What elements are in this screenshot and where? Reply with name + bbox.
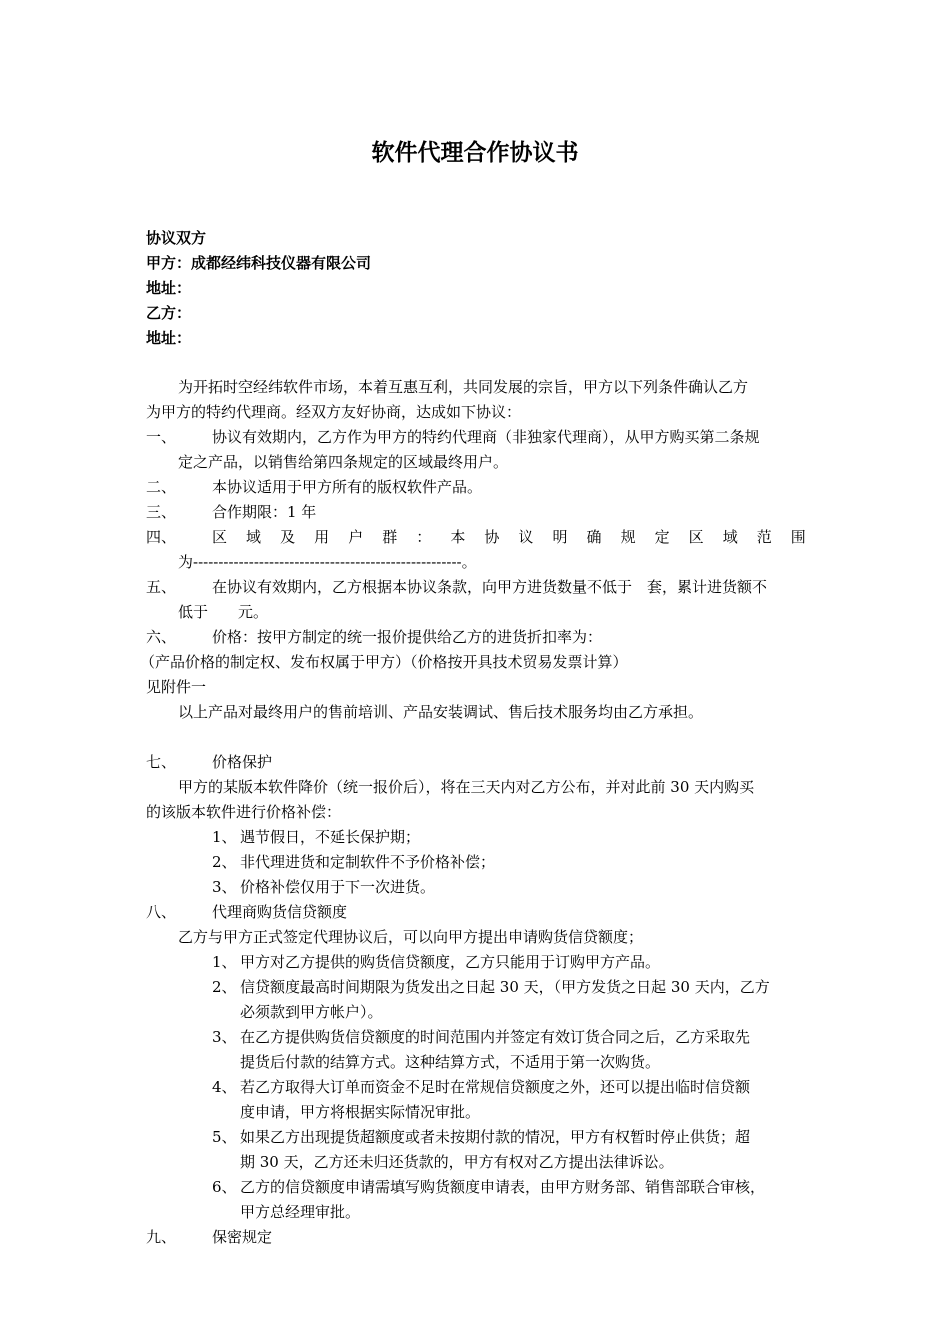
- clause-7: [146, 750, 806, 774]
- clause-4: [146, 525, 806, 549]
- clause-8: [146, 900, 806, 924]
- char: 群: [382, 528, 398, 546]
- list-number: 1、: [212, 828, 237, 846]
- list-item: [212, 1025, 872, 1049]
- clause-number: 四、: [146, 528, 177, 546]
- list-number: 1、: [212, 953, 237, 971]
- list-text-cont: 度申请，甲方将根据实际情况审批。: [240, 1103, 481, 1121]
- char: 围: [790, 528, 806, 546]
- clause-1-cont: 定之产品，以销售给第四条规定的区域最终用户。: [178, 453, 509, 471]
- list-number: 2、: [212, 853, 237, 871]
- clause-6-service: 以上产品对最终用户的售前培训、产品安装调试、售后技术服务均由乙方承担。: [178, 703, 704, 721]
- list-text: 价格补偿仅用于下一次进货。: [240, 878, 436, 896]
- list-text: 甲方对乙方提供的购货信贷额度，乙方只能用于订购甲方产品。: [240, 953, 661, 971]
- clause-7-para-1: 甲方的某版本软件降价（统一报价后），将在三天内对乙方公布，并对此前 30 天内购买: [178, 778, 755, 796]
- address-b: 地址：: [146, 329, 192, 347]
- list-text: 在乙方提供购货信贷额度的时间范围内并签定有效订货合同之后，乙方采取先: [240, 1028, 751, 1046]
- list-item: [212, 825, 872, 849]
- clause-text: 价格保护: [212, 753, 273, 771]
- list-item: [212, 1175, 872, 1199]
- clause-text: 保密规定: [212, 1228, 273, 1246]
- clause-number: 六、: [146, 628, 177, 646]
- clause-text: 价格：按甲方制定的统一报价提供给乙方的进货折扣率为：: [212, 628, 603, 646]
- clause-7-para-2: 的该版本软件进行价格补偿：: [146, 803, 342, 821]
- list-number: 3、: [212, 1028, 237, 1046]
- list-text: 信贷额度最高时间期限为货发出之日起 30 天，（甲方发货之日起 30 天内，乙方: [240, 978, 770, 996]
- list-item: [212, 950, 872, 974]
- list-item: [212, 1075, 872, 1099]
- list-text: 非代理进货和定制软件不予价格补偿；: [240, 853, 496, 871]
- clause-text: 在协议有效期内，乙方根据本协议条款，向甲方进货数量不低于 套，累计进货额不: [212, 578, 768, 596]
- char: 规: [620, 528, 636, 546]
- clause-text: 代理商购货信贷额度: [212, 903, 348, 921]
- clause-number: 七、: [146, 753, 177, 771]
- char: 定: [654, 528, 670, 546]
- parties-heading: 协议双方: [146, 229, 207, 247]
- list-text: 若乙方取得大订单而资金不足时在常规信贷额度之外，还可以提出临时信贷额: [240, 1078, 751, 1096]
- list-item: [212, 850, 872, 874]
- clause-number: 二、: [146, 478, 177, 496]
- char: 本: [450, 528, 466, 546]
- list-number: 2、: [212, 978, 237, 996]
- char: ：: [416, 528, 432, 546]
- clause-number: 八、: [146, 903, 177, 921]
- intro-line-1: 为开拓时空经纬软件市场，本着互惠互利，共同发展的宗旨，甲方以下列条件确认乙方: [178, 378, 749, 396]
- char: 协: [484, 528, 500, 546]
- clause-9: [146, 1225, 806, 1249]
- char: 确: [586, 528, 602, 546]
- char: 域: [246, 528, 262, 546]
- clause-8-para: 乙方与甲方正式签定代理协议后，可以向甲方提出申请购货信贷额度；: [178, 928, 644, 946]
- list-text: 乙方的信贷额度申请需填写购货额度申请表，由甲方财务部、销售部联合审核，: [240, 1178, 766, 1196]
- char: 域: [722, 528, 738, 546]
- clause-2: [146, 475, 806, 499]
- list-number: 6、: [212, 1178, 237, 1196]
- document-title: 软件代理合作协议书: [371, 140, 579, 166]
- char: 明: [552, 528, 568, 546]
- list-text-cont: 提货后付款的结算方式。这种结算方式，不适用于第一次购货。: [240, 1053, 661, 1071]
- char: 用: [314, 528, 330, 546]
- char: 议: [518, 528, 534, 546]
- char: 区: [212, 528, 228, 546]
- party-a: 甲方：成都经纬科技仪器有限公司: [146, 254, 372, 272]
- clause-text: 本协议适用于甲方所有的版权软件产品。: [212, 478, 483, 496]
- clause-text: 协议有效期内，乙方作为甲方的特约代理商（非独家代理商），从甲方购买第二条规: [212, 428, 760, 446]
- clause-1: [146, 425, 806, 449]
- intro-line-2: 为甲方的特约代理商。经双方友好协商，达成如下协议：: [146, 403, 522, 421]
- char: 区: [688, 528, 704, 546]
- address-a: 地址：: [146, 279, 192, 297]
- clause-4-spaced-text: [212, 525, 806, 549]
- clause-number: 三、: [146, 503, 177, 521]
- clause-3: [146, 500, 806, 524]
- clause-6: [146, 625, 806, 649]
- clause-4-cont: 为-----------------------------------------------------。: [178, 553, 477, 571]
- char: 范: [756, 528, 772, 546]
- list-number: 5、: [212, 1128, 237, 1146]
- clause-5: [146, 575, 806, 599]
- list-text: 遇节假日，不延长保护期；: [240, 828, 421, 846]
- list-number: 4、: [212, 1078, 237, 1096]
- char: 户: [348, 528, 364, 546]
- clause-number: 一、: [146, 428, 177, 446]
- clause-number: 九、: [146, 1228, 177, 1246]
- list-text: 如果乙方出现提货超额度或者未按期付款的情况，甲方有权暂时停止供货；超: [240, 1128, 751, 1146]
- list-item: [212, 875, 872, 899]
- clause-number: 五、: [146, 578, 177, 596]
- clause-6-annex: 见附件一: [146, 678, 207, 696]
- party-b: 乙方：: [146, 304, 192, 322]
- list-item: [212, 1125, 872, 1149]
- list-item: [212, 975, 872, 999]
- char: 及: [280, 528, 296, 546]
- list-text-cont: 甲方总经理审批。: [240, 1203, 361, 1221]
- list-text-cont: 必须款到甲方帐户）。: [240, 1003, 383, 1021]
- clause-5-cont: 低于 元。: [178, 603, 269, 621]
- list-text-cont: 期 30 天，乙方还未归还货款的，甲方有权对乙方提出法律诉讼。: [240, 1153, 674, 1171]
- list-number: 3、: [212, 878, 237, 896]
- clause-text: 合作期限：1 年: [212, 503, 317, 521]
- clause-6-note: （产品价格的制定权、发布权属于甲方）（价格按开具技术贸易发票计算）: [140, 653, 628, 671]
